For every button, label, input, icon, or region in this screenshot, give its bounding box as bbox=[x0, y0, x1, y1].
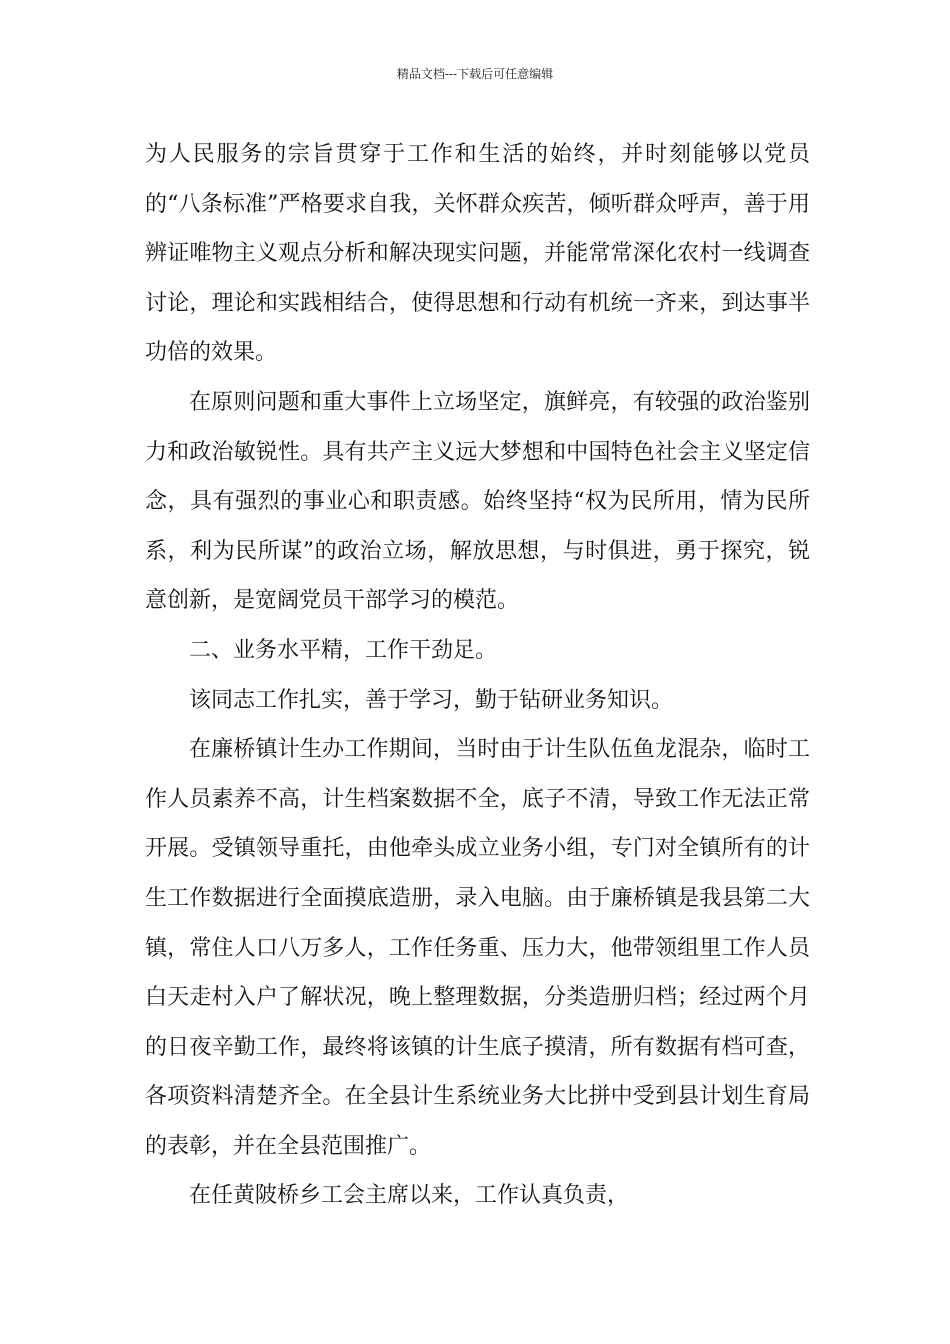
document-body bbox=[145, 130, 810, 1221]
paragraph: 在任黄陂桥乡工会主席以来，工作认真负责， bbox=[189, 1183, 630, 1209]
paragraph: 该同志工作扎实，善于学习，勤于钻研业务知识。 bbox=[189, 687, 674, 713]
section-heading: 二、业务水平精，工作干劲足。 bbox=[189, 637, 498, 663]
page-header: 精品文档---下载后可任意编辑 bbox=[396, 67, 554, 81]
paragraph: 在原则问题和重大事件上立场坚定，旗鲜亮，有较强的政治鉴别力和政治敏锐性。具有共产主义远大梦想和中国特色社会主义坚定信念，具有强烈的事业心和职责感。始终坚持“权为民所用，情为民所系，利为民所谋”的政治立场，解放思想，与时俱进，勇于探究，锐意创新，是宽阔党员干部学习的模范。 bbox=[145, 389, 810, 614]
paragraph: 在廉桥镇计生办工作期间，当时由于计生队伍鱼龙混杂，临时工作人员素养不高，计生档案数据不全，底子不清，导致工作无法正常开展。受镇领导重托，由他牵头成立业务小组，专门对全镇所有的计生工作数据进行全面摸底造册，录入电脑。由于廉桥镇是我县第二大镇，常住人口八万多人，工作任务重、压力大，他带领组里工作人员白天走村入户了解状况，晚上整理数据，分类造册归档；经过两个月的日夜辛勤工作，最终将该镇的计生底子摸清，所有数据有档可查，各项资料清楚齐全。在全县计生系统业务大比拼中受到县计划生育局的表彰，并在全县范围推广。 bbox=[145, 737, 810, 1159]
paragraph: 为人民服务的宗旨贯穿于工作和生活的始终，并时刻能够以党员的“八条标准”严格要求自我，关怀群众疾苦，倾听群众呼声，善于用辨证唯物主义观点分析和解决现实问题，并能常常深化农村一线调查讨论，理论和实践相结合，使得思想和行动有机统一齐来，到达事半功倍的效果。 bbox=[145, 142, 810, 366]
